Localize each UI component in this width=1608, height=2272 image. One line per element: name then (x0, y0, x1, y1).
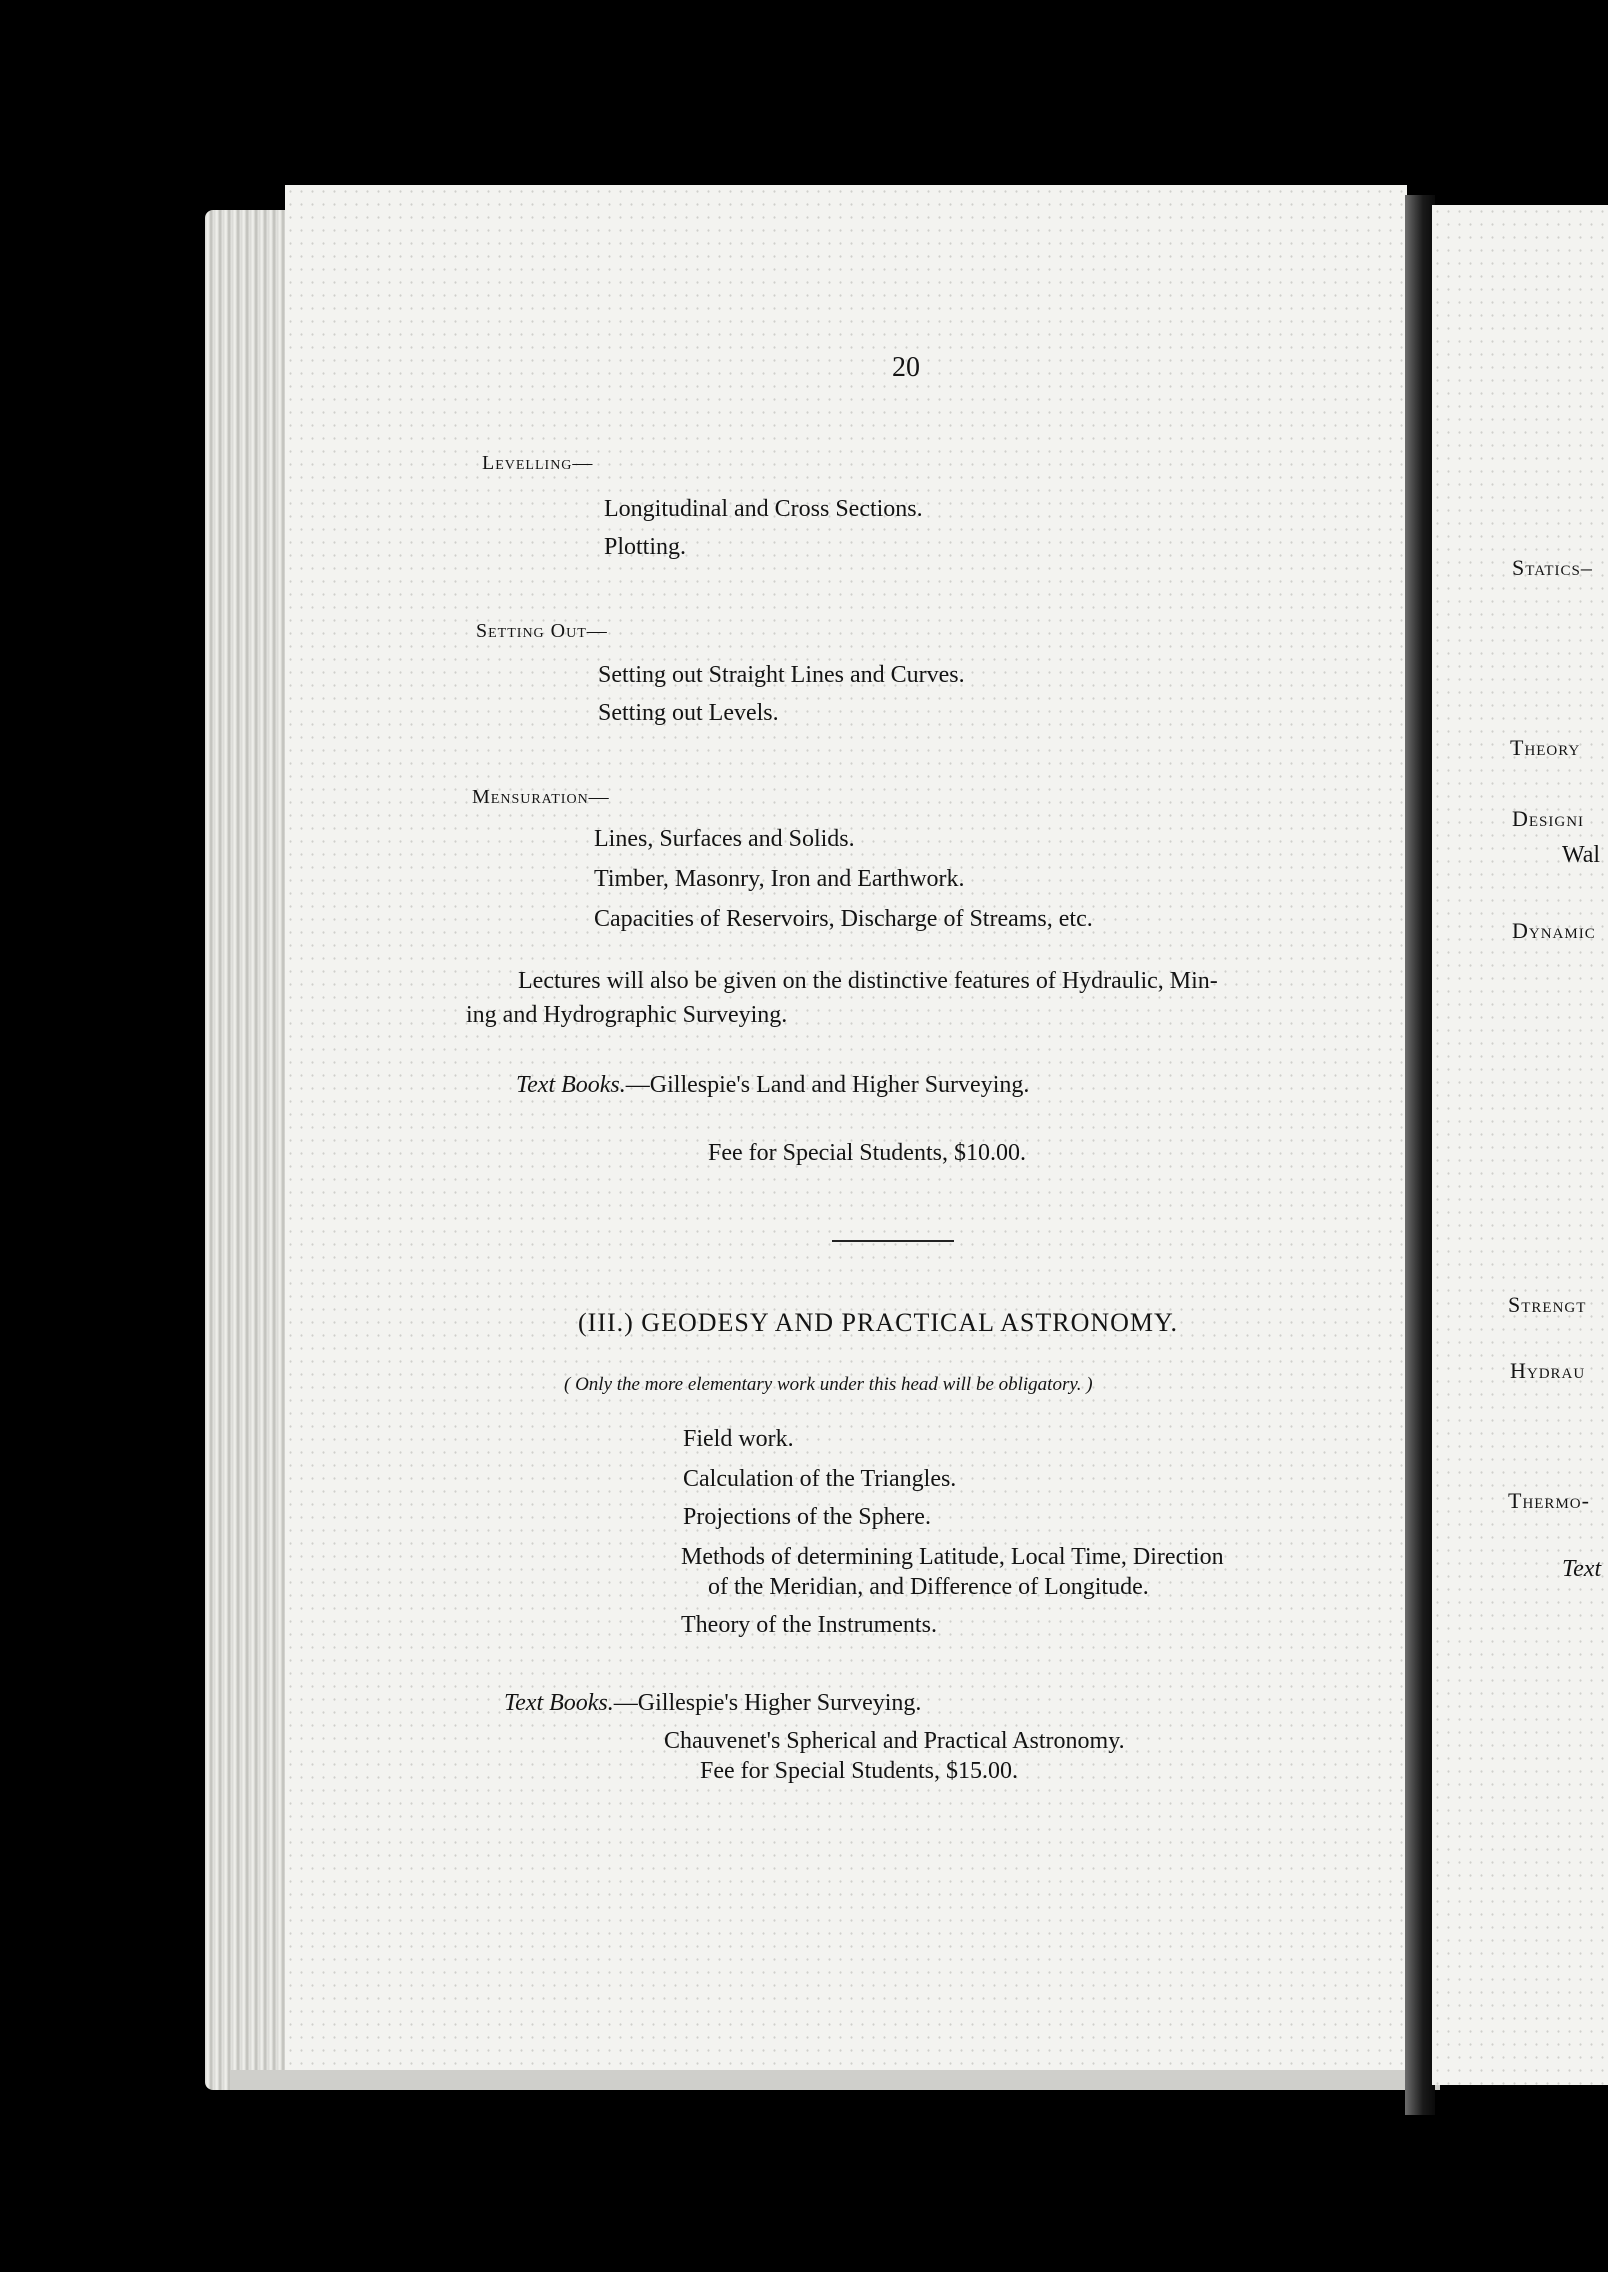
lectures-line-1: Lectures will also be given on the distinctive features of Hydraulic, Min- (518, 968, 1218, 994)
setting-out-item: Setting out Levels. (598, 700, 779, 726)
textbooks-label: Text Books. (504, 1690, 614, 1716)
mensuration-item: Lines, Surfaces and Solids. (594, 826, 855, 852)
section-note: ( Only the more elementary work under this head will be obligatory. ) (564, 1374, 1093, 1395)
page-bottom-edge (230, 2070, 1440, 2090)
right-page-fragment: Theory (1510, 735, 1581, 760)
geodesy-item: Field work. (683, 1426, 794, 1452)
right-page-fragment: Statics– (1512, 555, 1593, 580)
right-page-fragment: Designi (1512, 806, 1585, 831)
right-page-fragment: Text (1562, 1556, 1602, 1582)
book-gutter (1405, 195, 1435, 2115)
geodesy-item: of the Meridian, and Difference of Longitude. (708, 1574, 1149, 1600)
right-page-fragment: Dynamic (1512, 918, 1596, 943)
geodesy-item: Methods of determining Latitude, Local Time, Direction (681, 1544, 1224, 1570)
levelling-item: Longitudinal and Cross Sections. (604, 496, 923, 522)
setting-out-item: Setting out Straight Lines and Curves. (598, 662, 965, 688)
mensuration-heading: Mensuration— (472, 786, 610, 808)
right-page-fragment: Thermo- (1508, 1488, 1590, 1513)
mensuration-item: Capacities of Reservoirs, Discharge of Streams, etc. (594, 906, 1093, 932)
mensuration-item: Timber, Masonry, Iron and Earthwork. (594, 866, 965, 892)
surveying-textbooks (516, 1072, 1029, 1099)
lectures-line-2: ing and Hydrographic Surveying. (466, 1002, 788, 1028)
section-title: (III.) GEODESY AND PRACTICAL ASTRONOMY. (578, 1308, 1178, 1337)
geodesy-fee: Fee for Special Students, $15.00. (700, 1758, 1018, 1784)
geodesy-textbooks-2: Chauvenet's Spherical and Practical Astronomy. (664, 1728, 1125, 1754)
textbooks-title: —Gillespie's Land and Higher Surveying. (625, 1072, 1030, 1098)
right-page-fragment: Hydrau (1510, 1358, 1586, 1383)
textbooks-label: Text Books. (516, 1072, 626, 1098)
textbooks-title: —Gillespie's Higher Surveying. (613, 1690, 922, 1716)
surveying-fee: Fee for Special Students, $10.00. (708, 1140, 1026, 1166)
section-divider (832, 1240, 954, 1242)
right-page-fragment: Strengt (1508, 1292, 1587, 1317)
book-page-edges (205, 210, 295, 2090)
page-number: 20 (892, 352, 920, 383)
left-page (285, 185, 1407, 2080)
geodesy-item: Projections of the Sphere. (683, 1504, 931, 1530)
geodesy-item: Calculation of the Triangles. (683, 1466, 957, 1492)
setting-out-heading: Setting Out— (476, 620, 608, 642)
levelling-item: Plotting. (604, 534, 687, 560)
levelling-heading: Levelling— (482, 452, 594, 474)
right-page (1432, 205, 1608, 2085)
geodesy-item: Theory of the Instruments. (681, 1612, 937, 1638)
geodesy-textbooks (504, 1690, 921, 1717)
right-page-fragment: Wal (1562, 842, 1601, 868)
